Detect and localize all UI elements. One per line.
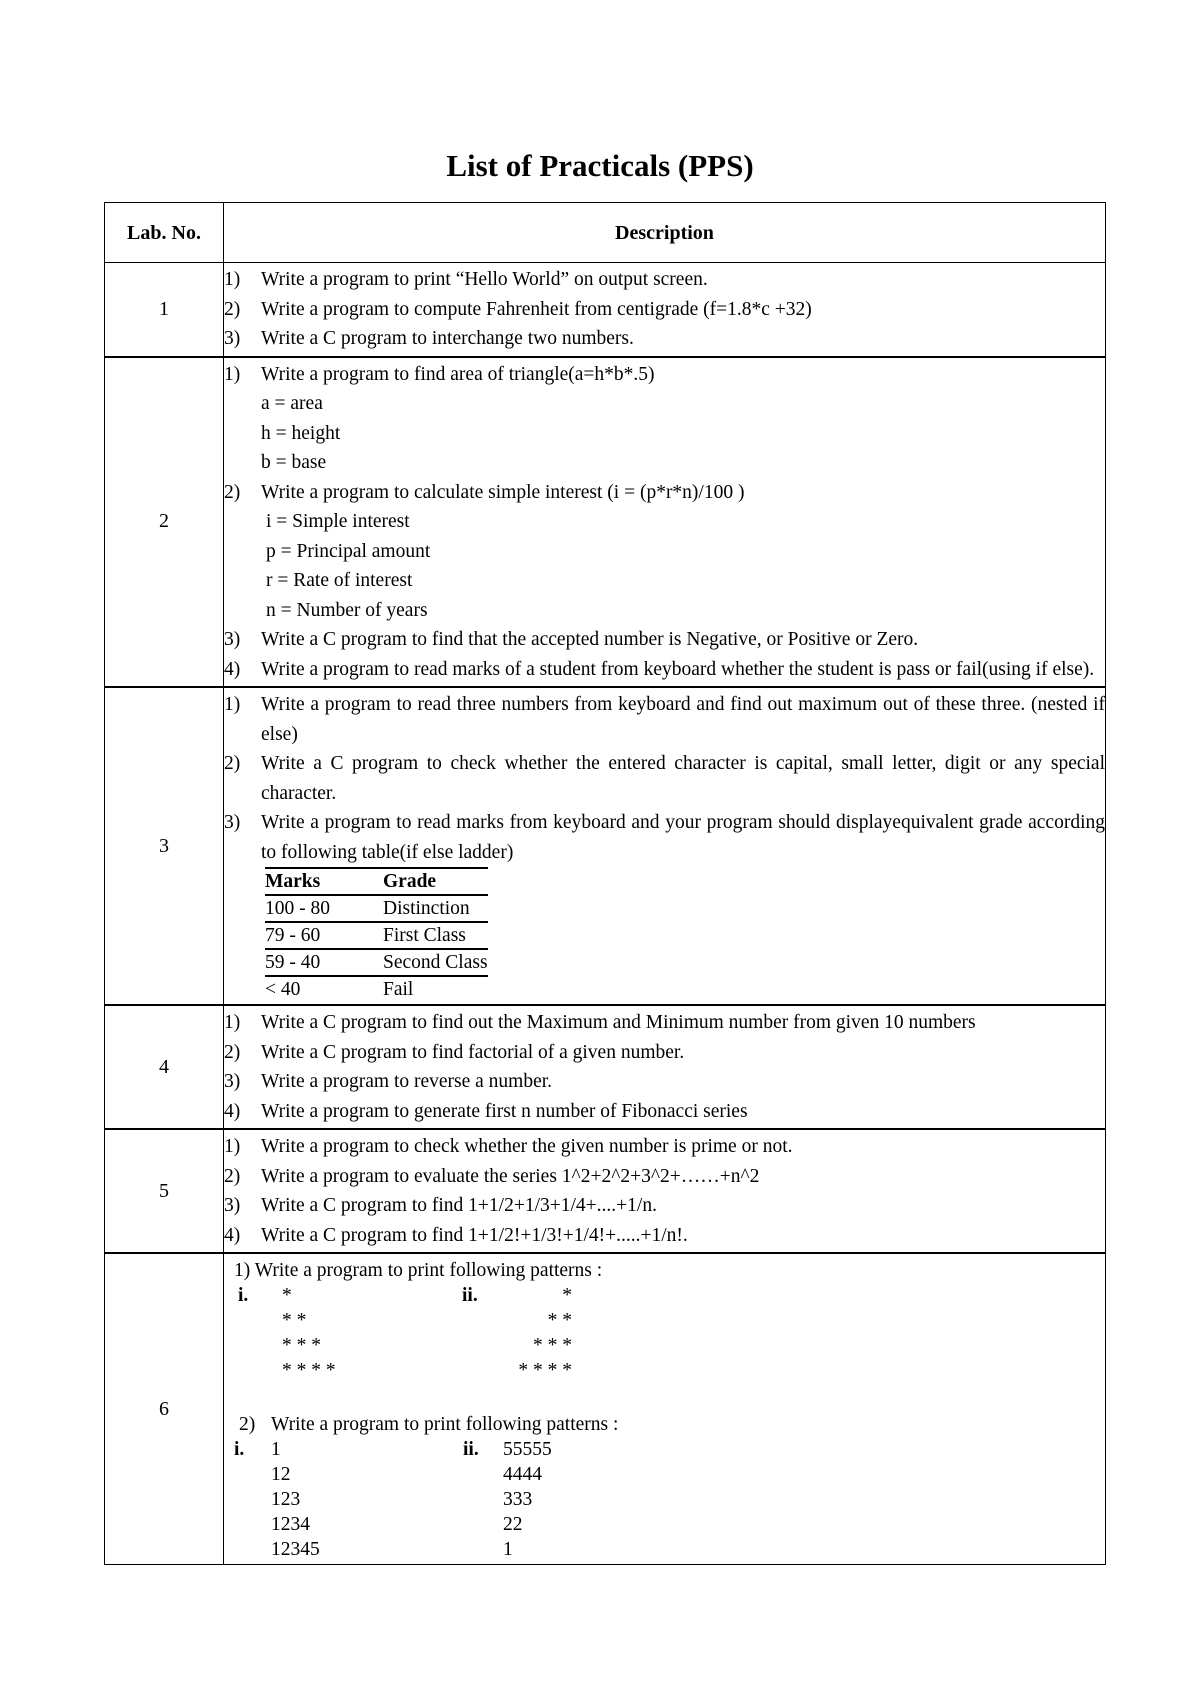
list-item: 3) Write a C program to interchange two numbers. <box>224 328 634 349</box>
list-item: 2) Write a program to evaluate the series 1^2+2^2+3^2+……+n^2 <box>224 1165 760 1187</box>
list-item: 2) Write a C program to find factorial of a given number. <box>224 1041 685 1063</box>
list-item: 1) Write a program to check whether the given number is prime or not. <box>224 1136 793 1157</box>
list-item: 1) Write a program to print “Hello World” on output screen. <box>224 269 708 290</box>
pattern-label: i. <box>234 1439 245 1460</box>
variable-definition: b = base <box>261 452 327 473</box>
lab-number: 2 <box>105 357 224 688</box>
number-patterns <box>234 1437 1105 1562</box>
practicals-table <box>104 202 1106 1565</box>
grade-table-header: Marks Grade <box>265 868 488 895</box>
lab-number: 4 <box>105 1005 224 1129</box>
variable-definition: n = Number of years <box>266 599 428 621</box>
lab-description <box>224 263 1106 357</box>
variable-definition: a = area <box>261 393 323 414</box>
number-pattern-i: 1 12 123 1234 12345 <box>271 1439 320 1560</box>
lab-description <box>224 1129 1106 1253</box>
header-description: Description <box>224 203 1106 263</box>
list-item: 1) Write a program to read three numbers from keyboard and find out maximum out of these three. (nested if else) <box>224 694 1105 745</box>
star-patterns <box>234 1283 1105 1383</box>
list-item: 3) Write a C program to find that the accepted number is Negative, or Positive or Zero. <box>224 629 919 650</box>
list-item: 1) Write a program to find area of triangle(a=h*b*.5) <box>224 363 655 385</box>
list-item: 3) Write a C program to find 1+1/2+1/3+1/4+....+1/n. <box>224 1195 657 1216</box>
table-row <box>105 1129 1106 1253</box>
lab-description <box>224 687 1106 1005</box>
grade-row: 79 - 60 First Class <box>265 922 488 949</box>
pattern-question-2: 2) Write a program to print following patterns : <box>239 1414 619 1435</box>
list-item: 3) Write a program to read marks from keyboard and your program should displayequivalent grade according to following table(if else ladder) <box>224 812 1105 863</box>
grade-row: 100 - 80 Distinction <box>265 895 488 922</box>
list-item: 2) Write a program to calculate simple interest (i = (p*r*n)/100 ) <box>224 481 745 503</box>
table-row <box>105 1005 1106 1129</box>
pattern-question-1: 1) Write a program to print following patterns : <box>234 1260 603 1281</box>
page-title: List of Practicals (PPS) <box>446 148 754 183</box>
variable-definition: p = Principal amount <box>266 540 431 562</box>
header-lab-no: Lab. No. <box>105 203 224 263</box>
table-header-row <box>105 203 1106 263</box>
table-row <box>105 1253 1106 1565</box>
list-item: 2) Write a program to compute Fahrenheit from centigrade (f=1.8*c +32) <box>224 298 812 320</box>
star-pattern-ii: * * * * * * * * * * <box>518 1285 572 1381</box>
grade-table <box>265 867 488 1002</box>
pattern-label: ii. <box>463 1439 479 1460</box>
list-item: 4) Write a C program to find 1+1/2!+1/3!+1/4!+.....+1/n!. <box>224 1224 688 1246</box>
list-item: 2) Write a C program to check whether the entered character is capital, small letter, digit or any special character. <box>224 753 1105 804</box>
table-row <box>105 263 1106 357</box>
list-item: 4) Write a program to generate first n number of Fibonacci series <box>224 1100 748 1122</box>
variable-definition: i = Simple interest <box>266 511 410 532</box>
lab-number: 5 <box>105 1129 224 1253</box>
pattern-label: ii. <box>462 1285 478 1306</box>
list-item: 1) Write a C program to find out the Maximum and Minimum number from given 10 numbers <box>224 1012 976 1033</box>
lab-number: 1 <box>105 263 224 357</box>
pattern-label: i. <box>238 1285 249 1306</box>
lab-number: 6 <box>105 1253 224 1565</box>
grade-row: < 40 Fail <box>265 976 488 1002</box>
lab-description <box>224 1253 1106 1565</box>
table-row <box>105 687 1106 1005</box>
number-pattern-ii: 55555 4444 333 22 1 <box>503 1439 552 1560</box>
star-pattern-i: * * * * * * * * * * <box>282 1285 336 1381</box>
variable-definition: h = height <box>261 422 341 444</box>
variable-definition: r = Rate of interest <box>266 570 413 591</box>
list-item: 3) Write a program to reverse a number. <box>224 1071 553 1092</box>
grade-row: 59 - 40 Second Class <box>265 949 488 976</box>
list-item: 4) Write a program to read marks of a student from keyboard whether the student is pass or fail(using if else). <box>224 658 1095 680</box>
table-row <box>105 357 1106 688</box>
lab-number: 3 <box>105 687 224 1005</box>
lab-description <box>224 357 1106 688</box>
lab-description <box>224 1005 1106 1129</box>
